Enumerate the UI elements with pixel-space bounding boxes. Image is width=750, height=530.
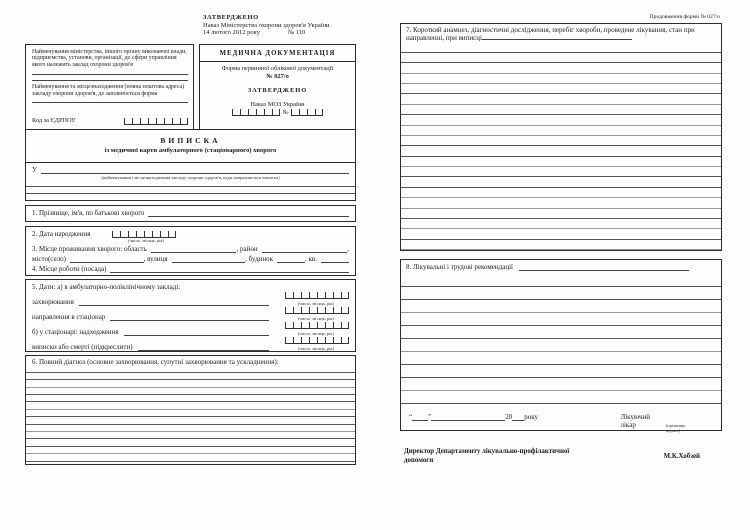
diagnosis-ruled-lines — [26, 366, 355, 462]
write-in-cell — [301, 337, 309, 344]
write-in-cell — [264, 109, 272, 116]
write-in-cell — [293, 322, 301, 329]
ruled-blank-line — [401, 105, 721, 115]
ruled-blank-line — [401, 126, 721, 136]
ruled-blank-line — [401, 365, 721, 378]
order-number-row — [200, 109, 355, 116]
addressee-prefix: У — [32, 165, 37, 174]
ruled-blank-line — [401, 391, 721, 404]
edrpou-row — [32, 118, 188, 126]
divider — [200, 61, 355, 62]
comma: , — [347, 244, 350, 253]
ruled-blank-line — [401, 146, 721, 156]
date-caption: (число, місяць, рік) — [297, 330, 335, 336]
ruled-blank-line — [26, 439, 355, 446]
street-field — [172, 255, 246, 263]
patient-name-field — [148, 209, 349, 217]
ruled-blank-line — [401, 229, 721, 239]
write-in-cell — [341, 292, 349, 299]
write-in-cell — [309, 307, 317, 314]
write-in-cell — [120, 231, 128, 238]
ruled-blank-line — [401, 313, 721, 326]
illness-date-cells — [285, 292, 349, 299]
ruled-blank-line — [26, 425, 355, 432]
ruled-blank-line — [401, 326, 721, 339]
ruled-blank-line — [26, 395, 355, 402]
diagnosis-label: 6. Повний діагноз (основне захворювання, супутні захворювання та ускладнення): — [32, 357, 279, 366]
admission-date-label: б) у стаціонарі: надходження — [32, 327, 119, 336]
write-in-cell — [160, 231, 168, 238]
edrpou-code-cells — [124, 118, 188, 125]
discharge-date-cells — [285, 337, 349, 344]
month-field — [431, 413, 505, 421]
write-in-cell — [156, 118, 164, 125]
ruled-blank-line — [26, 454, 355, 461]
order-date-cells — [232, 109, 280, 116]
write-in-cell — [293, 307, 301, 314]
write-in-cell — [333, 292, 341, 299]
write-in-cell — [309, 337, 317, 344]
district-field — [262, 245, 348, 253]
ruled-blank-line — [401, 287, 721, 300]
write-in-cell — [309, 292, 317, 299]
attending-doctor-label: Лікуючий лікар — [620, 413, 650, 429]
write-in-cell — [333, 307, 341, 314]
anamnesis-label — [401, 26, 721, 42]
date-caption: (число, місяць, рік) — [297, 345, 335, 351]
year-word: року — [524, 413, 539, 421]
referral-date-cells — [285, 307, 349, 314]
ruled-blank-line — [401, 209, 721, 219]
write-in-cell — [180, 118, 188, 125]
ruled-blank-line — [401, 53, 721, 63]
blank-line — [32, 97, 188, 103]
form-subtitle: із медичної карти амбулаторного (стаціонарного) хворого — [104, 146, 277, 154]
ruled-blank-line — [401, 339, 721, 352]
approval-stamp — [203, 14, 356, 37]
date-caption: (число, місяць, рік) — [297, 315, 335, 321]
dates-header: 5. Дати: а) в амбулаторно-поліклінічному закладі: — [32, 282, 181, 291]
medical-documentation-box — [199, 44, 356, 130]
blank-line — [26, 180, 355, 187]
ruled-blank-line — [401, 352, 721, 365]
ruled-blank-line — [401, 74, 721, 84]
director-name: М.К.Хобзей — [663, 453, 700, 460]
write-in-cell — [317, 322, 325, 329]
date-caption: (число, місяць, рік) — [297, 300, 335, 306]
section-5-box — [25, 279, 356, 352]
section-6-box — [25, 355, 356, 465]
write-in-cell — [309, 322, 317, 329]
year-field — [512, 413, 524, 421]
approval-title: ЗАТВЕРДЖЕНО — [203, 14, 259, 21]
house-field — [277, 255, 305, 263]
write-in-cell — [144, 231, 152, 238]
ruled-blank-line — [26, 410, 355, 417]
ruled-blank-line — [401, 177, 721, 187]
doctor-signature-caption: (прізвище, підпис) — [665, 423, 687, 433]
write-in-cell — [152, 231, 160, 238]
write-in-cell — [325, 307, 333, 314]
discharge-date-label: виписки або смерті (підкреслити) — [32, 342, 133, 351]
ruled-blank-line — [401, 42, 721, 52]
ruled-blank-line — [26, 402, 355, 409]
ruled-blank-line — [401, 274, 721, 287]
ruled-blank-line — [401, 167, 721, 177]
ministry-box — [25, 44, 194, 130]
apartment-field — [321, 255, 349, 263]
quote-close: ” — [428, 413, 432, 421]
ruled-blank-line — [26, 432, 355, 439]
write-in-cell — [136, 231, 144, 238]
write-in-cell — [315, 109, 323, 116]
addressee-field — [41, 166, 349, 174]
ruled-blank-line — [401, 157, 721, 167]
ruled-blank-line — [26, 447, 355, 454]
edrpou-label: Код за ЄДРПОУ — [32, 116, 76, 124]
write-in-cell — [272, 109, 280, 116]
write-in-cell — [248, 109, 256, 116]
blank-line — [26, 187, 355, 194]
write-in-cell — [325, 322, 333, 329]
district-label: , район — [236, 244, 258, 253]
addressee-caption: (найменування і місцезнаходження закладу охорони здоров'я, куди направляється виписка) — [101, 174, 280, 180]
apartment-label: , кв. — [305, 254, 317, 263]
form-title-box — [25, 129, 356, 163]
city-label: місто(село) — [32, 254, 66, 263]
city-field — [70, 255, 144, 263]
blank-line — [32, 75, 188, 81]
birth-date-label: 2. Дата народження — [32, 229, 91, 238]
ruled-blank-line — [26, 417, 355, 424]
ruled-blank-line — [401, 115, 721, 125]
meddoc-approved: ЗАТВЕРДЖЕНО — [247, 86, 308, 94]
section-8-box — [400, 259, 722, 431]
write-in-cell — [285, 322, 293, 329]
approval-date: 14 лютого 2012 року — [203, 29, 260, 36]
admission-date-cells — [285, 322, 349, 329]
write-in-cell — [307, 109, 315, 116]
meddoc-subtitle: Форма первинної облікової документації — [221, 64, 334, 72]
write-in-cell — [148, 118, 156, 125]
ministry-text: Найменування міністерства, іншого органу виконавчої влади, підприємства, установи, організації, до сфери управління якого належить заклад охорони здоров'я — [32, 48, 187, 69]
form-number: № 027/о — [266, 72, 289, 80]
write-in-cell — [301, 322, 309, 329]
ruled-blank-line — [401, 136, 721, 146]
quote-open: “ — [409, 413, 413, 421]
write-in-cell — [232, 109, 240, 116]
patient-name-label: 1. Прізвище, ім'я, по батькові хворого — [32, 208, 145, 217]
ruled-blank-line — [26, 380, 355, 387]
write-in-cell — [128, 231, 136, 238]
approval-order: Наказ Міністерства охорони здоров'я України — [203, 21, 330, 29]
house-label: , будинок — [245, 254, 274, 263]
anamnesis-field — [482, 39, 632, 40]
recommendations-field — [519, 263, 689, 271]
illness-date-label: захворювання — [32, 297, 74, 306]
ruled-blank-line — [401, 240, 721, 250]
section-2-4-box — [25, 226, 356, 276]
write-in-cell — [341, 307, 349, 314]
ruled-blank-line — [401, 198, 721, 208]
birth-date-cells — [112, 231, 176, 238]
write-in-cell — [317, 307, 325, 314]
signoff-row — [400, 448, 722, 465]
recommendations-label: 8. Лікувальні і трудові рекомендації — [406, 263, 513, 271]
write-in-cell — [164, 118, 172, 125]
workplace-label: 4. Місце роботи (посада) — [32, 265, 107, 274]
signature-date-row — [401, 413, 721, 433]
write-in-cell — [291, 109, 299, 116]
section-1-box — [25, 205, 356, 222]
birth-date-caption: (число, місяць, рік) — [128, 237, 165, 243]
write-in-cell — [301, 292, 309, 299]
form-page-1 — [25, 0, 356, 465]
residence-label: 3. Місце проживання хворого: область — [32, 244, 147, 253]
write-in-cell — [256, 109, 264, 116]
write-in-cell — [132, 118, 140, 125]
write-in-cell — [240, 109, 248, 116]
illness-date-field — [79, 298, 269, 306]
referral-date-label: направлення в стаціонар — [32, 312, 106, 321]
region-field — [151, 245, 237, 253]
write-in-cell — [285, 307, 293, 314]
write-in-cell — [168, 231, 176, 238]
form-page-2 — [400, 0, 722, 465]
addressee-box — [25, 162, 356, 201]
write-in-cell — [140, 118, 148, 125]
recommendations-ruled-lines — [401, 274, 721, 404]
write-in-cell — [317, 292, 325, 299]
century-text: 20 — [505, 413, 513, 421]
write-in-cell — [333, 322, 341, 329]
ruled-blank-line — [26, 366, 355, 373]
section-7-box — [400, 23, 722, 251]
header-row — [25, 44, 356, 130]
discharge-date-field — [138, 343, 269, 351]
write-in-cell — [301, 307, 309, 314]
ruled-blank-line — [401, 63, 721, 73]
ruled-blank-line — [26, 373, 355, 380]
director-position: Директор Департаменту лікувально-профілактичної допомоги — [404, 448, 570, 464]
write-in-cell — [341, 337, 349, 344]
meddoc-order: Наказ МОЗ України — [250, 100, 305, 108]
write-in-cell — [341, 322, 349, 329]
write-in-cell — [172, 118, 180, 125]
order-no-sign: № — [282, 108, 289, 116]
write-in-cell — [317, 337, 325, 344]
ruled-blank-line — [401, 84, 721, 94]
meddoc-title: МЕДИЧНА ДОКУМЕНТАЦІЯ — [219, 49, 336, 57]
ruled-blank-line — [401, 378, 721, 391]
write-in-cell — [333, 337, 341, 344]
write-in-cell — [293, 337, 301, 344]
admission-date-field — [124, 328, 269, 336]
write-in-cell — [285, 337, 293, 344]
write-in-cell — [293, 292, 301, 299]
anamnesis-label-text: 7. Короткий анамнез, діагностичні дослідження, перебіг хвороби, проведене лікування, стан при направленні, при виписці — [406, 26, 695, 43]
write-in-cell — [124, 118, 132, 125]
ruled-blank-line — [26, 388, 355, 395]
ruled-blank-line — [401, 219, 721, 229]
workplace-field — [110, 265, 349, 273]
write-in-cell — [112, 231, 120, 238]
write-in-cell — [299, 109, 307, 116]
approval-number: № 110 — [287, 29, 306, 36]
write-in-cell — [285, 292, 293, 299]
street-label: , вулиця — [143, 254, 168, 263]
write-in-cell — [325, 337, 333, 344]
anamnesis-ruled-lines — [401, 42, 721, 250]
form-title: ВИПИСКА — [160, 135, 221, 145]
write-in-cell — [325, 292, 333, 299]
referral-date-field — [110, 313, 269, 321]
day-field — [412, 413, 428, 421]
order-number-cells — [291, 109, 323, 116]
ruled-blank-line — [401, 300, 721, 313]
ruled-blank-line — [401, 94, 721, 104]
facility-text: Найменування та місцезнаходження (повна поштова адреса) закладу охорони здоров'я, де заповнюється форма — [32, 83, 185, 97]
ruled-blank-line — [401, 188, 721, 198]
continuation-header: Продовження форми № 027/о — [649, 14, 720, 20]
